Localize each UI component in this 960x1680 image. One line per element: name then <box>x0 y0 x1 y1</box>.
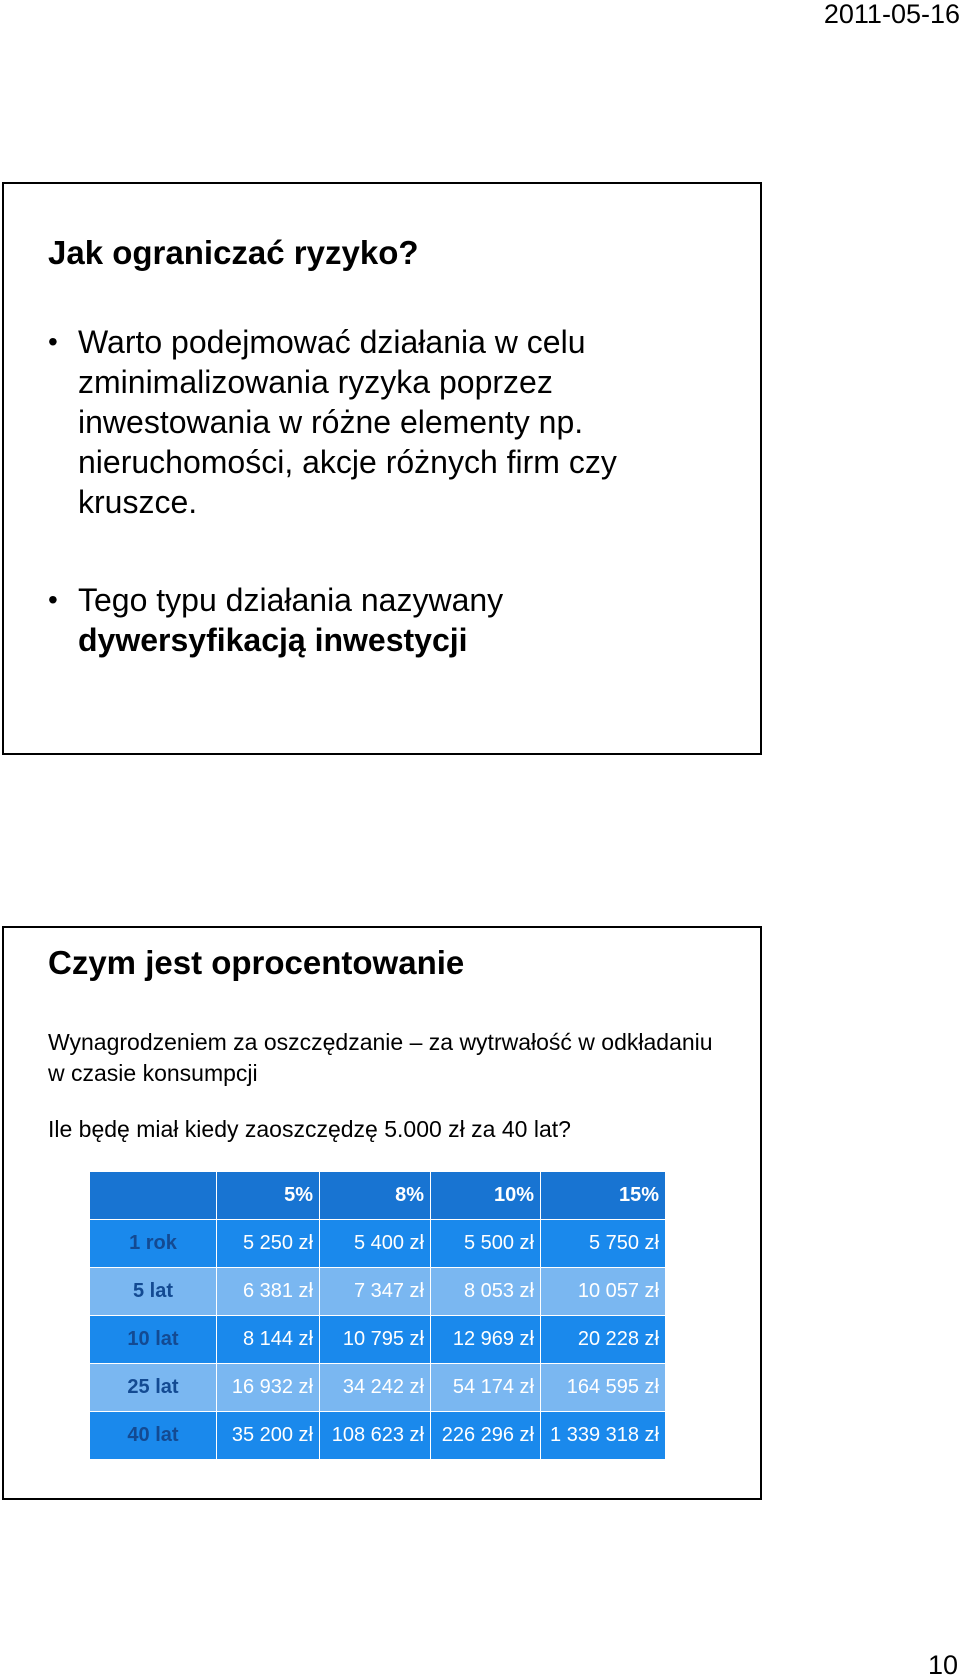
table-cell: 16 932 zł <box>217 1364 320 1412</box>
row-label: 40 lat <box>90 1412 217 1460</box>
row-label: 1 rok <box>90 1220 217 1268</box>
table-cell: 10 057 zł <box>541 1268 666 1316</box>
page-number: 10 <box>927 1650 958 1680</box>
row-label: 25 lat <box>90 1364 217 1412</box>
bullet-icon: • <box>48 584 58 615</box>
table-cell: 54 174 zł <box>431 1364 541 1412</box>
table-cell: 108 623 zł <box>320 1412 431 1460</box>
slide-interest <box>2 926 762 1500</box>
row-label: 5 lat <box>90 1268 217 1316</box>
table-cell: 6 381 zł <box>217 1268 320 1316</box>
table-cell: 10 795 zł <box>320 1316 431 1364</box>
definition-text: Wynagrodzeniem za oszczędzanie – za wytrwałość w odkładaniu w czasie konsumpcji <box>48 1029 713 1086</box>
slide-title: Jak ograniczać ryzyko? <box>48 234 419 271</box>
table-cell: 1 339 318 zł <box>541 1412 666 1460</box>
interest-table <box>89 1171 666 1460</box>
bullet-text: Warto podejmować działania w celu zminimalizowania ryzyka poprzez inwestowania w różne elementy np. nieruchomości, akcje różnych firm czy kruszce. <box>78 324 617 520</box>
table-cell: 7 347 zł <box>320 1268 431 1316</box>
table-row <box>90 1316 666 1364</box>
bullet-emphasis: dywersyfikacją inwestycji <box>78 622 468 658</box>
table-header-row <box>90 1172 666 1220</box>
slide-risk <box>2 182 762 755</box>
header-cell: 15% <box>541 1172 666 1220</box>
bullet-item <box>48 580 718 660</box>
table-row <box>90 1364 666 1412</box>
table-row <box>90 1220 666 1268</box>
header-cell: 8% <box>320 1172 431 1220</box>
table-cell: 5 400 zł <box>320 1220 431 1268</box>
table-cell: 12 969 zł <box>431 1316 541 1364</box>
table-row <box>90 1268 666 1316</box>
row-label: 10 lat <box>90 1316 217 1364</box>
table-cell: 8 144 zł <box>217 1316 320 1364</box>
table-cell: 8 053 zł <box>431 1268 541 1316</box>
table-cell: 35 200 zł <box>217 1412 320 1460</box>
table-cell: 20 228 zł <box>541 1316 666 1364</box>
table-row <box>90 1412 666 1460</box>
bullet-item <box>48 322 718 522</box>
page-date: 2011-05-16 <box>823 0 960 29</box>
header-cell: 10% <box>431 1172 541 1220</box>
table-cell: 34 242 zł <box>320 1364 431 1412</box>
header-cell: 5% <box>217 1172 320 1220</box>
table-cell: 5 250 zł <box>217 1220 320 1268</box>
question-text: Ile będę miał kiedy zaoszczędzę 5.000 zł za 40 lat? <box>48 1116 571 1142</box>
table-cell: 164 595 zł <box>541 1364 666 1412</box>
bullet-text: Tego typu działania nazywany <box>78 582 504 618</box>
table-cell: 5 500 zł <box>431 1220 541 1268</box>
table-cell: 226 296 zł <box>431 1412 541 1460</box>
header-cell <box>90 1172 217 1220</box>
table-cell: 5 750 zł <box>541 1220 666 1268</box>
bullet-icon: • <box>48 326 58 357</box>
slide-title: Czym jest oprocentowanie <box>48 944 465 981</box>
